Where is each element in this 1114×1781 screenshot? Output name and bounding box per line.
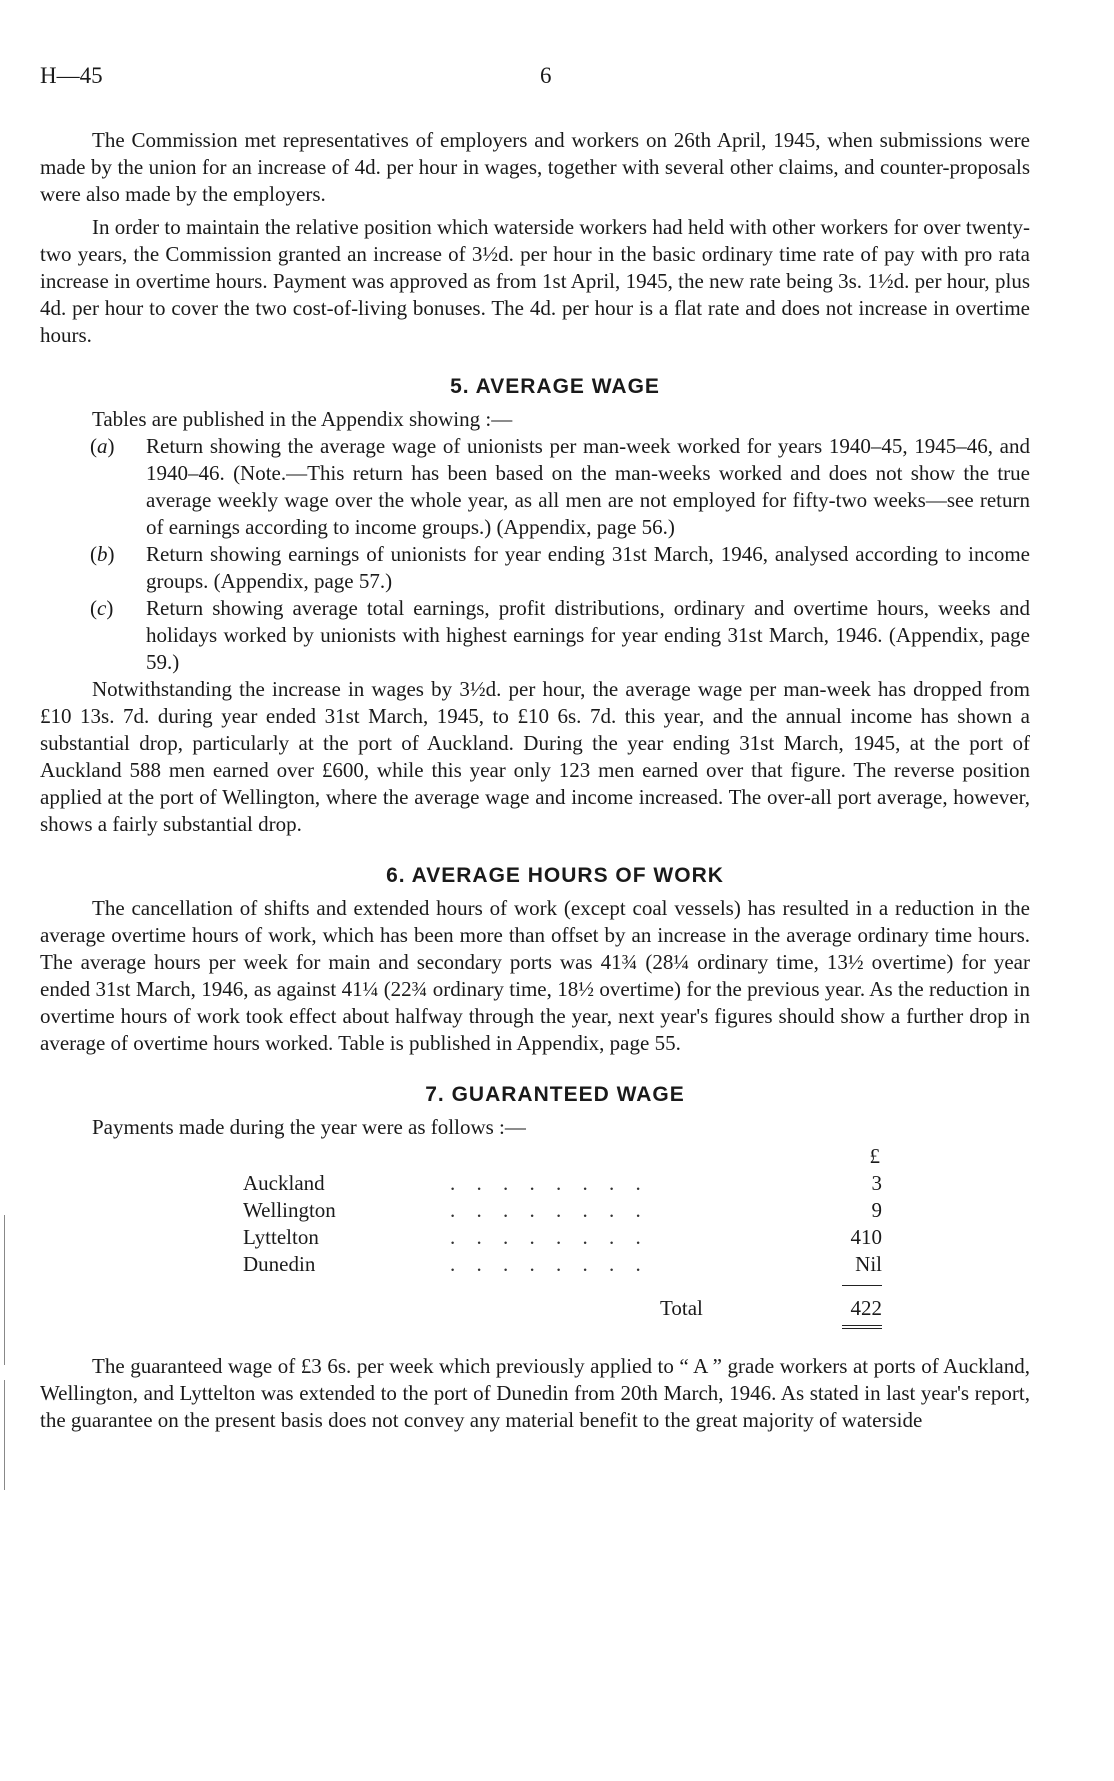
- section-heading-average-wage: 5. AVERAGE WAGE: [450, 375, 660, 398]
- margin-rule: [4, 1380, 5, 1490]
- paragraph-wage-increase: In order to maintain the relative position which waterside workers had held with other workers for over twenty-two years, the Commission granted an increase of 3½d. per hour in the basic ordinary time rate of pay with pro rata increase in overtime hours. Payment was approved as from 1st April, 1945, the new rate being 3s. 1½d. per hour, plus 4d. per hour to cover the two cost-of-living bonuses. The 4d. per hour is a flat rate and does not increase in overtime hours.: [40, 215, 1030, 347]
- paragraph-average-wage: Notwithstanding the increase in wages by 3½d. per hour, the average wage per man-week has dropped from £10 13s. 7d. during year ended 31st March, 1945, to £10 6s. 7d. this year, and the annual income has shown a substantial drop, particularly at the port of Auckland. During the year ending 31st March, 1945, at the port of Auckland 588 men earned over £600, while this year only 123 men earned over that figure. The reverse position applied at the port of Wellington, where the average wage and income increased. The over-all port average, however, shows a fairly substantial drop.: [40, 677, 1030, 836]
- table-row: [40, 1170, 1030, 1197]
- payment-value: 3: [871, 1171, 882, 1195]
- page-number: 6: [540, 63, 552, 88]
- payment-value: 9: [871, 1198, 882, 1222]
- paragraph-average-hours: The cancellation of shifts and extended hours of work (except coal vessels) has resulted in a reduction in the average overtime hours of work, which has been more than offset by an increase in the average ordinary time hours. The average hours per week for main and secondary ports was 41¾ (28¼ ordinary time, 13½ overtime) for year ended 31st March, 1946, as against 41¼ (22¾ ordinary time, 18½ overtime) for the previous year. As the reduction in overtime hours of work took effect about halfway through the year, next year's figures should show a further drop in average of overtime hours worked. Table is published in Appendix, page 55.: [40, 896, 1030, 1055]
- port-name: Auckland: [243, 1171, 325, 1195]
- paragraph-guaranteed-wage: The guaranteed wage of £3 6s. per week which previously applied to “ A ” grade workers at ports of Auckland, Wellington, and Lyttelton was extended to the port of Dunedin from 20th March, 1946. As stated in last year's report, the guarantee on the present basis does not convey any material benefit to the great majority of waterside: [40, 1354, 1030, 1432]
- total-label: Total: [660, 1296, 703, 1320]
- currency-symbol: £: [869, 1144, 880, 1168]
- document-reference: H—45: [40, 63, 103, 88]
- section-heading-average-hours: 6. AVERAGE HOURS OF WORK: [386, 864, 724, 887]
- total-row: [40, 1295, 1030, 1322]
- port-name: Dunedin: [243, 1252, 316, 1276]
- leader-dots: . . . . . . . .: [450, 1171, 649, 1195]
- payments-table: [40, 1143, 1030, 1353]
- page-header: [40, 62, 1054, 92]
- list-item: [40, 595, 1030, 676]
- leader-dots: . . . . . . . .: [450, 1225, 649, 1249]
- port-name: Lyttelton: [243, 1225, 319, 1249]
- section-heading-guaranteed-wage: 7. GUARANTEED WAGE: [425, 1083, 685, 1106]
- paragraph-commission-meeting: The Commission met representatives of employers and workers on 26th April, 1945, when submissions were made by the union for an increase of 4d. per hour in wages, together with several other claims, and counter-proposals were also made by the employers.: [40, 128, 1030, 206]
- payment-value: 410: [850, 1225, 882, 1249]
- list-marker: (c): [90, 596, 114, 620]
- payment-value: Nil: [855, 1252, 882, 1276]
- section-intro: Payments made during the year were as follows :—: [92, 1115, 526, 1139]
- total-double-rule: [842, 1325, 882, 1329]
- list-item-text: Return showing average total earnings, profit distributions, ordinary and overtime hours, weeks and holidays worked by unionists with highest earnings for year ending 31st March, 1946. (Appendix, page 59.): [146, 596, 1030, 674]
- leader-dots: . . . . . . . .: [450, 1252, 649, 1276]
- list-marker: (b): [90, 542, 115, 566]
- margin-rule: [4, 1215, 5, 1365]
- table-row: [40, 1251, 1030, 1278]
- list-item-text: Return showing earnings of unionists for year ending 31st March, 1946, analysed according to income groups. (Appendix, page 57.): [146, 542, 1030, 593]
- section-intro: Tables are published in the Appendix showing :—: [92, 407, 513, 431]
- leader-dots: . . . . . . . .: [450, 1198, 649, 1222]
- port-name: Wellington: [243, 1198, 336, 1222]
- list-item-text: Return showing the average wage of unionists per man-week worked for years 1940–45, 1945–46, and 1940–46. (Note.—This return has been based on the man-weeks worked and does not show the true average weekly wage over the whole year, as all men are not employed for fifty-two weeks—see return of earnings according to income groups.) (Appendix, page 56.): [146, 434, 1030, 539]
- total-value: 422: [850, 1296, 882, 1320]
- list-item: [40, 433, 1030, 541]
- table-row: [40, 1224, 1030, 1251]
- currency-header-row: [40, 1143, 1030, 1170]
- table-row: [40, 1197, 1030, 1224]
- list-item: [40, 541, 1030, 595]
- subtotal-rule: [842, 1285, 882, 1286]
- list-marker: (a): [90, 434, 115, 458]
- page-body: [40, 127, 1030, 1434]
